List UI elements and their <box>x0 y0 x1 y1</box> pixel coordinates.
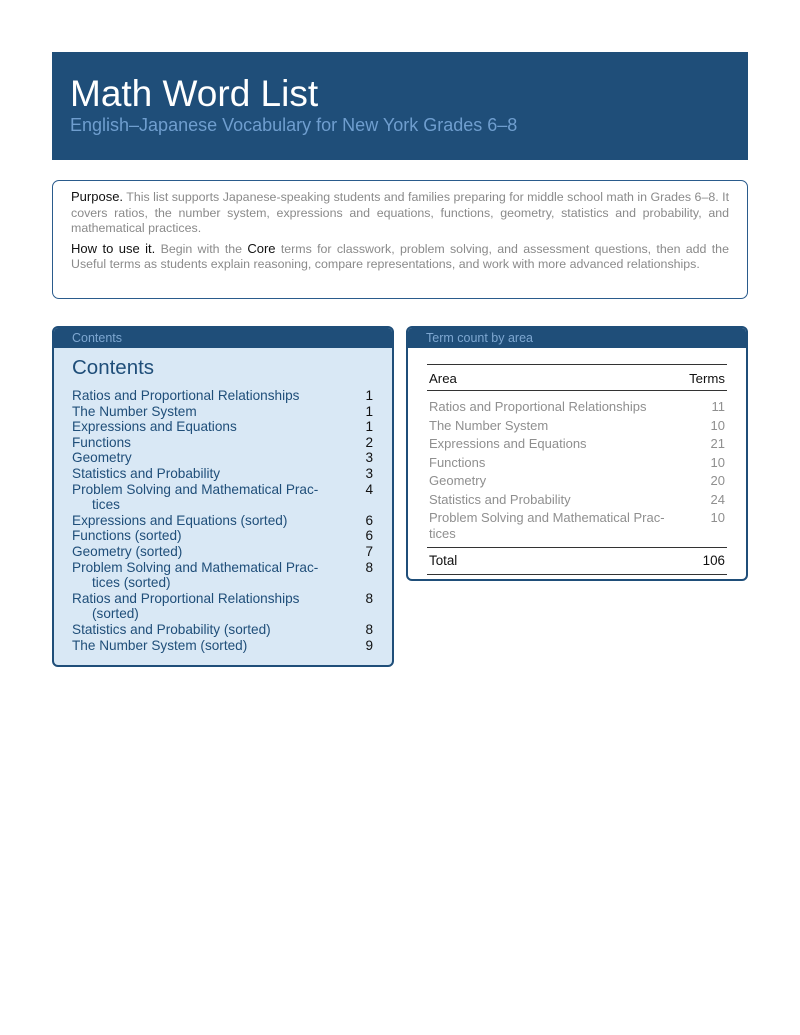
toc-entry-page: 1 <box>365 403 373 419</box>
contents-heading: Contents <box>72 356 155 379</box>
toc-entry-page: 6 <box>365 528 373 544</box>
terms-cell: 10 <box>710 417 725 433</box>
toc-entry-title-line: Expressions and Equations <box>72 419 237 435</box>
table-row <box>427 472 727 491</box>
toc-entry-title[interactable] <box>72 450 353 466</box>
area-cell: Problem Solving and Mathematical Prac- tices <box>429 510 665 541</box>
toc-entry-page: 4 <box>365 481 373 497</box>
term-count-panel <box>406 326 748 581</box>
table-row <box>427 435 727 454</box>
toc-entry[interactable] <box>72 450 373 466</box>
toc-entry-title[interactable] <box>72 435 353 451</box>
toc-entry-title-line: Expressions and Equations (sorted) <box>72 512 288 528</box>
toc-entry-page: 1 <box>365 388 373 403</box>
toc-entry-title-line: Ratios and Proportional Relationships <box>72 388 300 403</box>
toc-entry-title-continued: tices (sorted) <box>92 575 171 591</box>
toc-entry[interactable] <box>72 622 373 638</box>
contents-panel-header: Contents <box>54 328 392 348</box>
area-cell: Geometry <box>429 473 487 488</box>
terms-cell: 20 <box>710 473 725 488</box>
toc-entry-title[interactable] <box>72 388 353 404</box>
toc-entry-title-line: Functions <box>72 434 131 450</box>
toc-entry[interactable] <box>72 544 373 560</box>
toc-entry[interactable] <box>72 638 373 654</box>
toc-entry-page: 7 <box>365 543 373 559</box>
table-header-row <box>427 365 727 391</box>
toc-entry-title[interactable] <box>72 560 353 591</box>
page-title: Math Word List <box>70 73 319 114</box>
toc-entry-title-line: Geometry <box>72 450 132 466</box>
toc-entry-title-line: Ratios and Proportional Relationships <box>72 590 300 606</box>
toc-entry-title[interactable] <box>72 544 353 560</box>
purpose-box <box>52 180 748 299</box>
toc-entry-title-line: Problem Solving and Mathematical Prac- <box>72 559 319 575</box>
table-row <box>427 490 727 509</box>
purpose-paragraph <box>71 189 729 237</box>
area-column-header: Area <box>427 365 687 391</box>
purpose-label: Purpose. <box>71 189 124 204</box>
howto-label: How to use it. <box>71 240 156 256</box>
terms-cell: 24 <box>710 491 725 507</box>
table-row <box>427 509 727 548</box>
terms-column-header: Terms <box>687 365 727 391</box>
toc-entry-title-line: The Number System (sorted) <box>72 637 248 653</box>
toc-entry-page: 9 <box>365 637 373 653</box>
toc-entry-title-line: Statistics and Probability <box>72 465 221 481</box>
toc-entry[interactable] <box>72 435 373 451</box>
toc-entry-title[interactable] <box>72 528 353 544</box>
toc-entry-page: 1 <box>365 419 373 435</box>
toc-entry[interactable] <box>72 513 373 529</box>
howto-core-term: Core <box>247 240 276 256</box>
table-row <box>427 453 727 472</box>
toc-entry[interactable] <box>72 388 373 404</box>
table-row <box>427 416 727 435</box>
area-cell: Expressions and Equations <box>429 436 587 451</box>
toc-entry-page: 2 <box>365 434 373 450</box>
toc-entry-title[interactable] <box>72 419 353 435</box>
toc-entry-title[interactable] <box>72 513 353 529</box>
toc-entry[interactable] <box>72 419 373 435</box>
howto-paragraph <box>71 241 729 273</box>
purpose-text: This list supports Japanese-speaking students and families preparing for middle school math in Grades 6–8. It covers ratios, the number system, expressions and equations, functions, geometry, statistics and probability, and mathematical practices. <box>71 190 730 236</box>
toc-entry-page: 3 <box>365 450 373 466</box>
toc-entry-title[interactable] <box>72 622 353 638</box>
toc-entry-title[interactable] <box>72 591 353 622</box>
toc-entry-title-line: Statistics and Probability (sorted) <box>72 621 271 637</box>
terms-cell: 11 <box>711 399 725 414</box>
term-count-panel-header: Term count by area <box>408 328 746 348</box>
toc-entry-title[interactable] <box>72 466 353 482</box>
toc-entry-page: 8 <box>365 590 373 606</box>
contents-list <box>72 388 373 653</box>
toc-entry[interactable] <box>72 404 373 420</box>
toc-entry-title[interactable] <box>72 404 353 420</box>
toc-entry-title-line: Functions (sorted) <box>72 528 182 544</box>
toc-entry-page: 8 <box>365 559 373 575</box>
contents-panel <box>52 326 394 667</box>
howto-text-after: terms for classwork, problem solving, and assessment questions, then add the Useful terms as students explain reasoning, compare representations, and work with more advanced relationships. <box>71 241 729 272</box>
area-cell: Statistics and Probability <box>429 491 571 507</box>
toc-entry-page: 3 <box>365 465 373 481</box>
toc-entry[interactable] <box>72 591 373 622</box>
table-row <box>427 391 727 417</box>
toc-entry[interactable] <box>72 466 373 482</box>
toc-entry-title-line: Geometry (sorted) <box>72 543 183 559</box>
area-cell: Ratios and Proportional Relationships <box>429 399 647 414</box>
toc-entry-page: 8 <box>365 621 373 637</box>
toc-entry-title[interactable] <box>72 638 353 654</box>
area-cell: Functions <box>429 454 486 470</box>
page-subtitle: English–Japanese Vocabulary for New York Grades 6–8 <box>70 115 518 135</box>
terms-cell: 21 <box>710 436 725 451</box>
toc-entry-title-line: Problem Solving and Mathematical Prac- <box>72 481 319 497</box>
toc-entry[interactable] <box>72 482 373 513</box>
toc-entry-title-continued: tices <box>92 497 120 513</box>
term-count-table <box>427 364 727 575</box>
toc-entry[interactable] <box>72 528 373 544</box>
terms-cell: 10 <box>710 510 725 525</box>
toc-entry-title[interactable] <box>72 482 353 513</box>
total-row <box>427 548 727 575</box>
terms-cell: 10 <box>710 454 725 470</box>
total-value: 106 <box>687 548 727 575</box>
toc-entry-page: 6 <box>365 512 373 528</box>
total-label: Total <box>427 548 687 575</box>
toc-entry[interactable] <box>72 560 373 591</box>
area-cell: The Number System <box>429 417 549 433</box>
howto-text-before: Begin with the <box>160 241 243 256</box>
title-banner <box>52 52 748 160</box>
toc-entry-title-continued: (sorted) <box>92 606 139 622</box>
toc-entry-title-line: The Number System <box>72 403 197 419</box>
